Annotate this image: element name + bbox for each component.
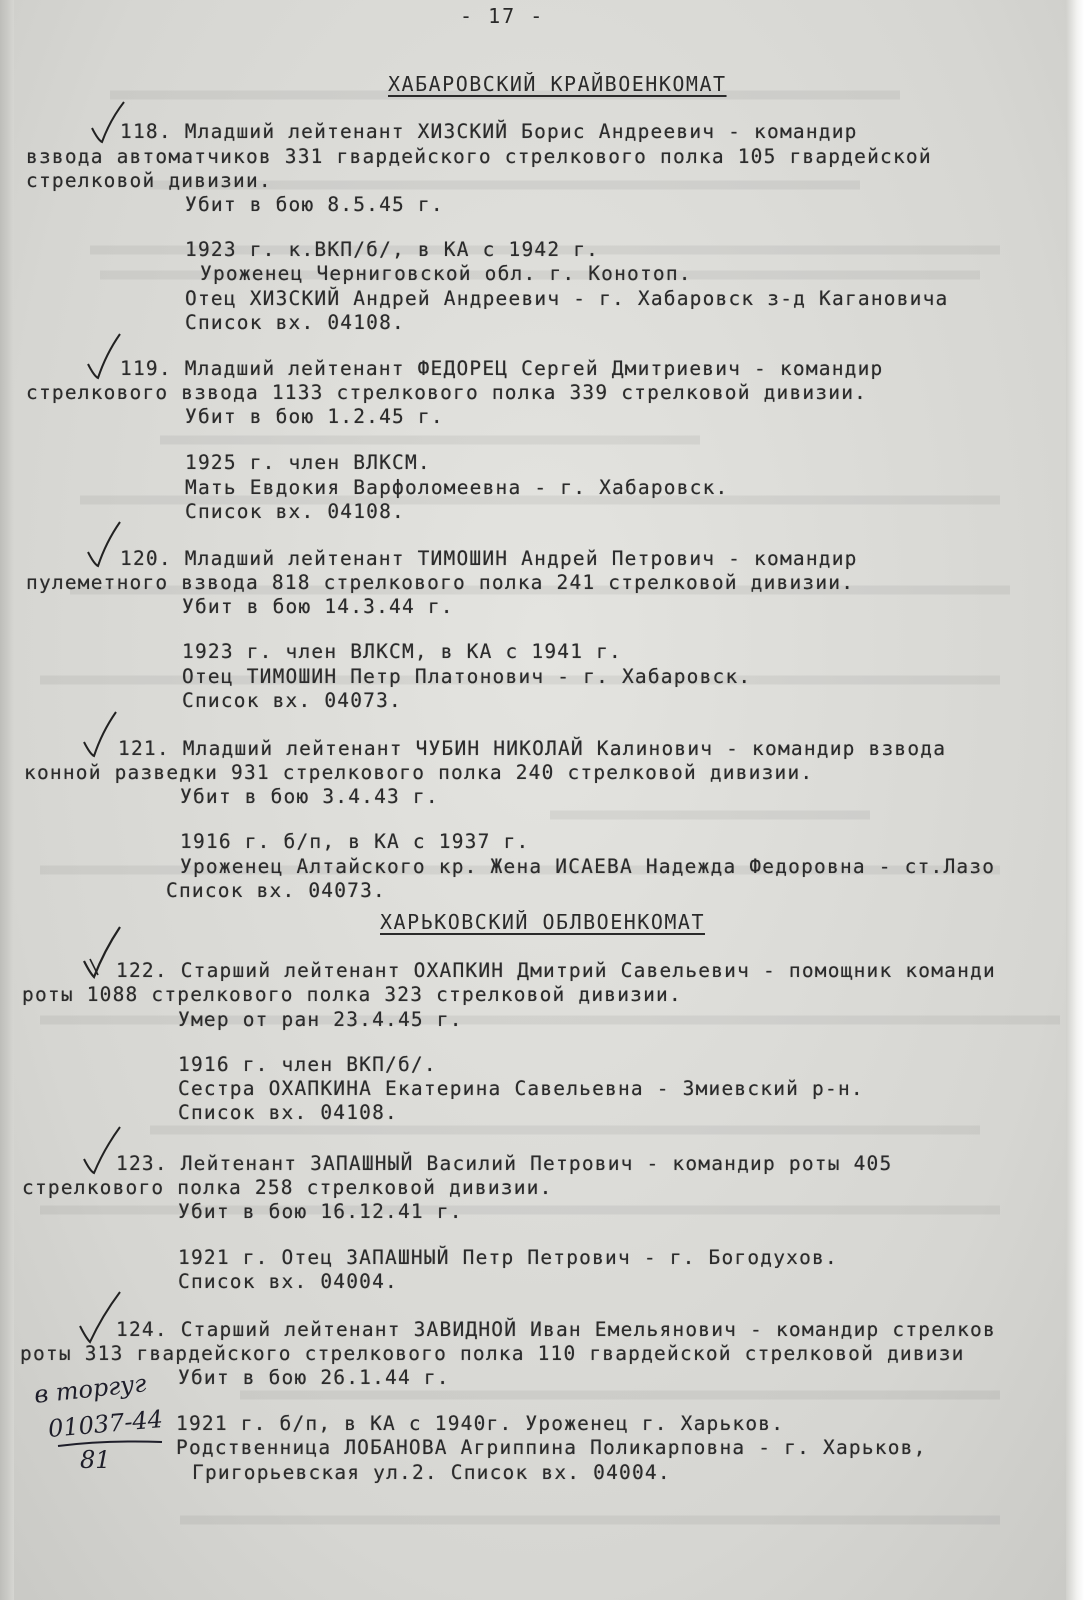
- entry-line: Убит в бою 16.12.41 г.: [178, 1200, 463, 1223]
- entry-line: стрелкового полка 258 стрелковой дивизии.: [22, 1176, 553, 1199]
- entry-line: Убит в бою 14.3.44 г.: [182, 595, 454, 618]
- entry-line: Уроженец Алтайского кр. Жена ИСАЕВА Надежда Федоровна - ст.Лазо: [180, 855, 996, 878]
- entry-line: Список вх. 04073.: [166, 879, 386, 902]
- entry-line: Убит в бою 1.2.45 г.: [185, 405, 444, 428]
- handwritten-note-line: 81: [80, 1446, 111, 1474]
- entry-line: 120. Младший лейтенант ТИМОШИН Андрей Петрович - командир: [120, 547, 858, 570]
- entry-line: 122. Старший лейтенант ОХАПКИН Дмитрий Савельевич - помощник команди: [116, 959, 996, 982]
- entry-line: взвода автоматчиков 331 гвардейского стрелкового полка 105 гвардейской: [26, 145, 932, 168]
- entry-line: Умер от ран 23.4.45 г.: [178, 1008, 463, 1031]
- entry-line: Сестра ОХАПКИНА Екатерина Савельевна - Змиевский р-н.: [178, 1077, 864, 1100]
- checkmark-icon: [84, 332, 124, 382]
- checkmark-icon: [80, 1125, 124, 1177]
- page-number: - 17 -: [460, 4, 545, 28]
- entry-line: роты 313 гвардейского стрелкового полка 110 гвардейской стрелковой дивизи: [20, 1342, 965, 1365]
- handwritten-underline: [56, 1438, 166, 1448]
- entry-line: стрелковой дивизии.: [26, 169, 272, 192]
- entry-line: 124. Старший лейтенант ЗАВИДНОЙ Иван Емельянович - командир стрелков: [116, 1318, 996, 1341]
- checkmark-icon: [80, 710, 120, 760]
- entry-line: 1925 г. член ВЛКСМ.: [185, 451, 431, 474]
- section-heading: ХАРЬКОВСКИЙ ОБЛВОЕНКОМАТ: [380, 910, 705, 934]
- handwritten-note-line: 01037-44: [46, 1405, 165, 1443]
- checkmark-icon: [80, 925, 124, 981]
- entry-line: Список вх. 04108.: [178, 1101, 398, 1124]
- entry-line: стрелкового взвода 1133 стрелкового полка 339 стрелковой дивизии.: [26, 381, 868, 404]
- entry-line: Уроженец Черниговской обл. г. Конотоп.: [200, 262, 692, 285]
- entry-line: Отец ТИМОШИН Петр Платонович - г. Хабаровск.: [182, 665, 752, 688]
- entry-line: 1923 г. член ВЛКСМ, в КА с 1941 г.: [182, 640, 622, 663]
- entry-line: Отец ХИЗСКИЙ Андрей Андреевич - г. Хабаровск з-д Кагановича: [185, 287, 949, 310]
- entry-line: Список вх. 04108.: [185, 311, 405, 334]
- entry-line: пулеметного взвода 818 стрелкового полка 241 стрелковой дивизии.: [26, 571, 855, 594]
- section-heading: ХАБАРОВСКИЙ КРАЙВОЕНКОМАТ: [388, 72, 727, 96]
- entry-line: Мать Евдокия Варфоломеевна - г. Хабаровск.: [185, 476, 729, 499]
- entry-line: 1921 г. б/п, в КА с 1940г. Уроженец г. Харьков.: [176, 1412, 785, 1435]
- entry-line: 121. Младший лейтенант ЧУБИН НИКОЛАЙ Калинович - командир взвода: [118, 737, 947, 760]
- entry-line: 119. Младший лейтенант ФЕДОРЕЦ Сергей Дмитриевич - командир: [120, 357, 884, 380]
- entry-line: 1916 г. б/п, в КА с 1937 г.: [180, 830, 530, 853]
- entry-line: Список вх. 04004.: [178, 1270, 398, 1293]
- entry-line: 1923 г. к.ВКП/б/, в КА с 1942 г.: [185, 238, 600, 261]
- entry-line: Список вх. 04073.: [182, 689, 402, 712]
- entry-line: Убит в бою 8.5.45 г.: [185, 193, 444, 216]
- entry-line: роты 1088 стрелкового полка 323 стрелковой дивизии.: [22, 983, 682, 1006]
- checkmark-icon: [76, 1290, 124, 1346]
- entry-line: Родственница ЛОБАНОВА Агриппина Поликарповна - г. Харьков,: [176, 1436, 927, 1459]
- entry-line: Список вх. 04108.: [185, 500, 405, 523]
- handwritten-note-line: в торгуг: [32, 1369, 148, 1409]
- entry-line: 1921 г. Отец ЗАПАШНЫЙ Петр Петрович - г. Богодухов.: [178, 1246, 838, 1269]
- entry-line: Убит в бою 3.4.43 г.: [180, 785, 439, 808]
- entry-line: конной разведки 931 стрелкового полка 240 стрелковой дивизии.: [24, 761, 814, 784]
- entry-line: 118. Младший лейтенант ХИЗСКИЙ Борис Андреевич - командир: [120, 120, 858, 143]
- entry-line: Убит в бою 26.1.44 г.: [178, 1366, 450, 1389]
- checkmark-icon: [84, 520, 124, 570]
- entry-line: Григорьевская ул.2. Список вх. 04004.: [192, 1461, 671, 1484]
- checkmark-icon: [88, 100, 128, 146]
- entry-line: 123. Лейтенант ЗАПАШНЫЙ Василий Петрович - командир роты 405: [116, 1152, 893, 1175]
- entry-line: 1916 г. член ВКП/б/.: [178, 1053, 437, 1076]
